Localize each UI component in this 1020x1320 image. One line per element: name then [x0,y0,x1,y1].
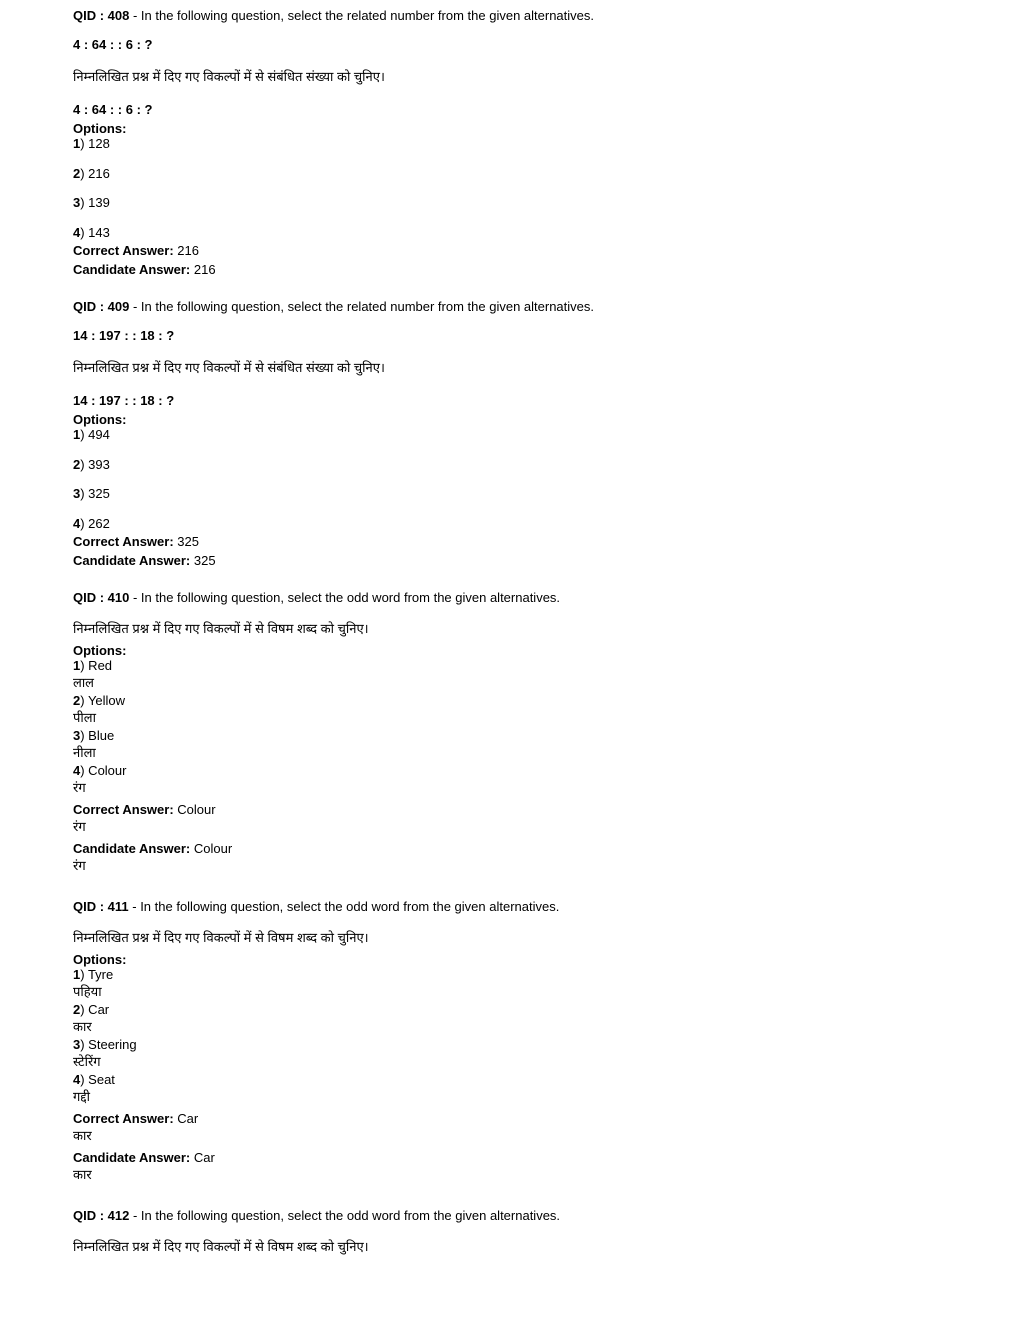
question-pattern-hindi: 4 : 64 : : 6 : ? [73,102,153,117]
option-item: 1) 128 [73,136,110,151]
question-prompt-hindi: निम्नलिखित प्रश्न में दिए गए विकल्पों में से संबंधित संख्या को चुनिए। [73,69,385,84]
correct-answer-hindi: रंग [73,819,86,834]
question-pattern: 4 : 64 : : 6 : ? [73,37,153,52]
qid-label: QID : 409 [73,299,130,314]
option-hindi: स्टेरिंग [73,1054,101,1069]
option-item: 4) Seat [73,1072,115,1087]
qid-label: QID : 410 [73,590,130,605]
option-item: 1) 494 [73,427,110,442]
question-prompt: - In the following question, select the related number from the given alternatives. [129,299,595,314]
correct-answer-hindi: कार [73,1128,92,1143]
option-item: 2) Car [73,1002,110,1017]
question-pattern-hindi: 14 : 197 : : 18 : ? [73,393,175,408]
qid-label: QID : 412 [73,1208,130,1223]
options-label: Options: [73,643,127,658]
candidate-answer-hindi: कार [73,1167,92,1182]
option-hindi: रंग [73,780,86,795]
option-hindi: पहिया [73,984,102,999]
correct-answer: Correct Answer: Colour [73,802,216,817]
option-item: 3) 139 [73,195,110,210]
option-hindi: लाल [73,675,94,690]
question-header [73,899,559,915]
candidate-answer: Candidate Answer: Car [73,1150,215,1165]
qid-label: QID : 408 [73,8,130,23]
option-item: 2) 216 [73,166,110,181]
qid-label: QID : 411 [73,899,129,914]
question-prompt-hindi: निम्नलिखित प्रश्न में दिए गए विकल्पों में से विषम शब्द को चुनिए। [73,930,369,945]
question-prompt: - In the following question, select the odd word from the given alternatives. [129,1208,561,1223]
option-item: 3) Blue [73,728,115,743]
question-prompt-hindi: निम्नलिखित प्रश्न में दिए गए विकल्पों में से संबंधित संख्या को चुनिए। [73,360,385,375]
option-item: 1) Tyre [73,967,114,982]
correct-answer: Correct Answer: 325 [73,534,199,549]
correct-answer: Correct Answer: Car [73,1111,199,1126]
option-item: 2) 393 [73,457,110,472]
candidate-answer: Candidate Answer: 216 [73,262,216,277]
options-label: Options: [73,121,127,136]
question-prompt: - In the following question, select the odd word from the given alternatives. [128,899,560,914]
option-item: 2) Yellow [73,693,126,708]
candidate-answer: Candidate Answer: Colour [73,841,233,856]
option-item: 3) 325 [73,486,110,501]
question-header [73,299,594,315]
option-hindi: गद्दी [73,1089,90,1104]
candidate-answer: Candidate Answer: 325 [73,553,216,568]
question-pattern: 14 : 197 : : 18 : ? [73,328,175,343]
candidate-answer-hindi: रंग [73,858,86,873]
question-header [73,590,560,606]
option-item: 4) Colour [73,763,127,778]
question-header [73,8,594,24]
option-item: 1) Red [73,658,113,673]
options-label: Options: [73,412,127,427]
option-item: 3) Steering [73,1037,137,1052]
question-header [73,1208,560,1224]
question-prompt-hindi: निम्नलिखित प्रश्न में दिए गए विकल्पों में से विषम शब्द को चुनिए। [73,621,369,636]
option-hindi: कार [73,1019,92,1034]
option-item: 4) 143 [73,225,110,240]
question-prompt-hindi: निम्नलिखित प्रश्न में दिए गए विकल्पों में से विषम शब्द को चुनिए। [73,1239,369,1254]
question-prompt: - In the following question, select the odd word from the given alternatives. [129,590,561,605]
option-item: 4) 262 [73,516,110,531]
correct-answer: Correct Answer: 216 [73,243,199,258]
options-label: Options: [73,952,127,967]
option-hindi: नीला [73,745,96,760]
option-hindi: पीला [73,710,96,725]
question-prompt: - In the following question, select the related number from the given alternatives. [129,8,595,23]
